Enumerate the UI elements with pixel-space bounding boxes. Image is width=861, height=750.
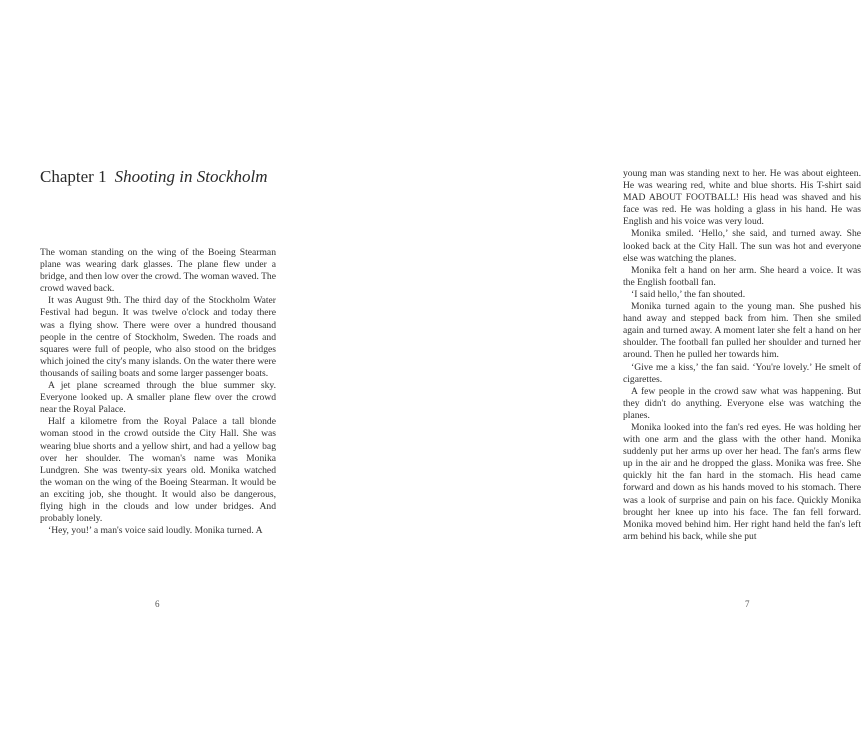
chapter-heading bbox=[40, 167, 268, 187]
paragraph: A jet plane screamed through the blue summer sky. Everyone looked up. A smaller plane flew over the crowd near the Royal Palace. bbox=[40, 380, 276, 416]
paragraph: Monika turned again to the young man. She pushed his hand away and stepped back from him. Then she smiled again and turned away. A moment later she felt a hand on her shoulder. The football fan pulled her shoulder and turned her around. Then he pulled her towards him. bbox=[623, 301, 861, 361]
right-page-body bbox=[623, 168, 861, 543]
chapter-title: Shooting in Stockholm bbox=[114, 167, 268, 186]
paragraph: Monika looked into the fan's red eyes. He was holding her with one arm and the glass with the other hand. Monika suddenly put her arms up over her head. The fan's arms flew up in the air and he dropped the glass. Monika was free. She quickly hit the fan hard in the stomach. His head came forward and down as his hands moved to his stomach. There was a look of surprise and pain on his face. Quickly Monika brought her knee up into his face. The fan fell forward. Monika moved behind him. Her right hand held the fan's left arm behind his back, while she put bbox=[623, 421, 861, 542]
paragraph: A few people in the crowd saw what was happening. But they didn't do anything. Everyone else was watching the planes. bbox=[623, 385, 861, 421]
paragraph: Half a kilometre from the Royal Palace a tall blonde woman stood in the crowd outside the City Hall. She was wearing blue shorts and a yellow shirt, and had a yellow bag over her shoulder. The woman's name was Monika Lundgren. She was twenty-six years old. Monika watched the woman on the wing of the Boeing Stearman. It would be an exciting job, she thought. It would also be dangerous, flying high in the clouds and low under bridges. And probably lonely. bbox=[40, 416, 276, 525]
paragraph: It was August 9th. The third day of the Stockholm Water Festival had begun. It was twelve o'clock and today there was a flying show. There were over a hundred thousand people in the centre of Stockholm, Sweden. The roads and squares were full of people, who also stood on the bridges which joined the city's many islands. On the water there were thousands of sailing boats and some larger passenger boats. bbox=[40, 295, 276, 379]
page-number-right: 7 bbox=[745, 599, 750, 609]
paragraph: ‘Give me a kiss,’ the fan said. ‘You're lovely.’ He smelt of cigarettes. bbox=[623, 361, 861, 385]
paragraph: Monika felt a hand on her arm. She heard a voice. It was the English football fan. bbox=[623, 264, 861, 288]
left-page-body bbox=[40, 247, 276, 537]
left-page bbox=[0, 0, 300, 750]
paragraph: ‘Hey, you!’ a man's voice said loudly. Monika turned. A bbox=[48, 525, 263, 537]
paragraph: The woman standing on the wing of the Boeing Stearman plane was wearing dark glasses. The plane flew under a bridge, and then low over the crowd. The woman waved. The crowd waved back. bbox=[40, 247, 276, 295]
paragraph: ‘I said hello,’ the fan shouted. bbox=[631, 288, 746, 300]
chapter-label: Chapter 1 bbox=[40, 167, 107, 186]
paragraph: young man was standing next to her. He was about eighteen. He was wearing red, white and blue shorts. His T-shirt said MAD ABOUT FOOTBALL! His head was shaved and his face was red. He was holding a glass in his hand. He was English and his voice was very loud. bbox=[623, 168, 861, 228]
right-page bbox=[300, 0, 861, 750]
paragraph: Monika smiled. ‘Hello,’ she said, and turned away. She looked back at the City Hall. The sun was hot and everyone else was watching the planes. bbox=[623, 228, 861, 264]
page-number-left: 6 bbox=[155, 599, 160, 609]
